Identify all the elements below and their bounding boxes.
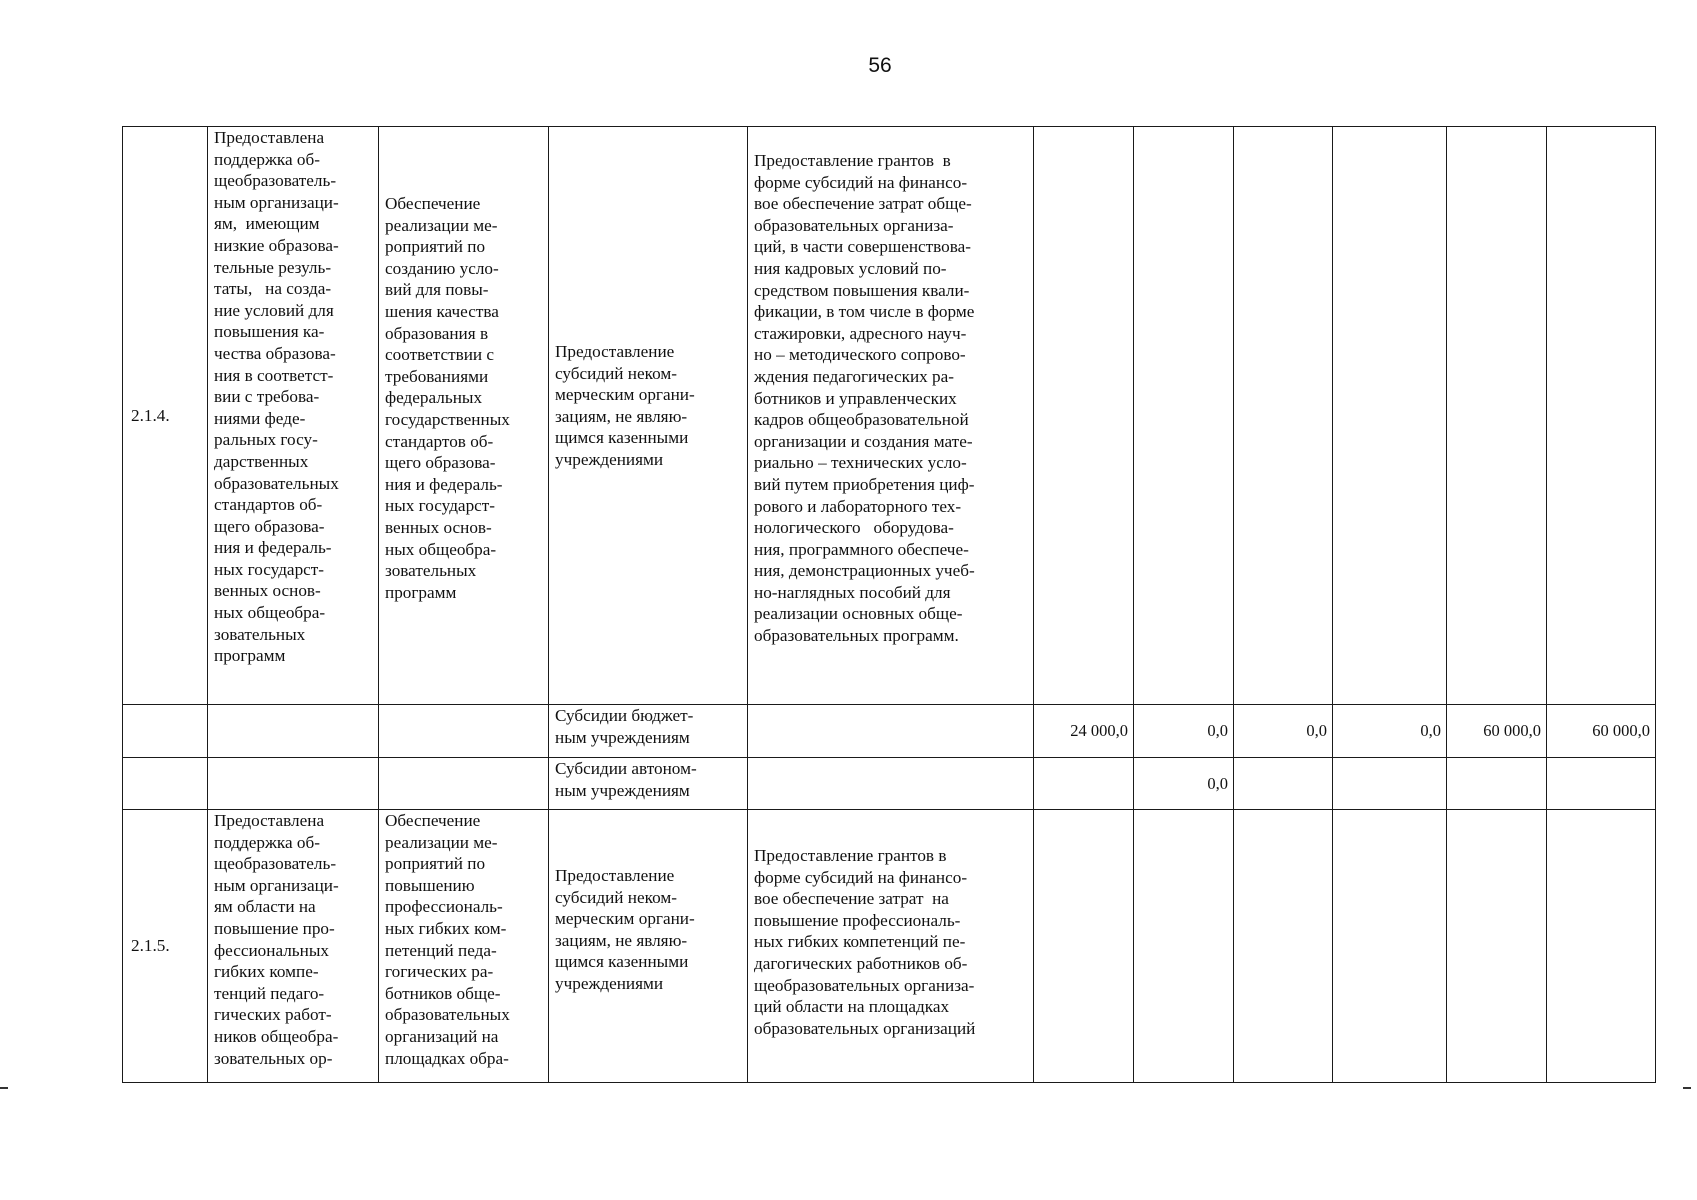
value-cell [1034, 810, 1134, 1083]
program-measures-table [122, 126, 1656, 1083]
value-cell [1547, 127, 1656, 705]
value-cell [1447, 758, 1547, 810]
measure-cell: Обеспечение реализации ме- роприятий по созданию усло- вий для повы- шения качества образования в соответствии с требованиями федеральных государственных стандартов об- щего образова- ния и федераль- ных государст- венных основ- ных общеобра- зовательных программ [379, 127, 549, 705]
value-cell: 24 000,0 [1034, 705, 1134, 758]
page-number: 56 [868, 54, 892, 77]
expense-type-cell: Субсидии бюджет- ным учреждениям [549, 705, 748, 758]
value-cell [1234, 758, 1333, 810]
result-cell: Предоставлена поддержка об- щеобразователь- ным организаци- ям области на повышение про- фессиональных гибких компе- тенций педаго- гических работ- ников общеобра- зовательных ор- [208, 810, 379, 1083]
value-cell: 0,0 [1134, 705, 1234, 758]
table-row [123, 758, 1656, 810]
value-cell: 0,0 [1333, 705, 1447, 758]
value-cell [1034, 758, 1134, 810]
value-cell [1333, 810, 1447, 1083]
value-cell [1234, 810, 1333, 1083]
expense-type-cell: Субсидии автоном- ным учреждениям [549, 758, 748, 810]
value-cell: 0,0 [1134, 758, 1234, 810]
description-cell: Предоставление грантов в форме субсидий на финансо- вое обеспечение затрат обще- образовательных организа- ций, в части совершенствова- ния кадровых условий по- средством повышения квали- фикации, в том числе в форме стажировки, адресного науч- но – методического сопрово- ждения педагогических ра- ботников и управленческих кадров общеобразовательной организации и создания мате- риально – технических усло- вий путем приобретения циф- рового и лабораторного тех- нологического оборудова- ния, программного обеспече- ния, демонстрационных учеб- но-наглядных пособий для реализации основных обще- образовательных программ. [748, 127, 1034, 705]
measure-cell [379, 705, 549, 758]
result-cell [208, 758, 379, 810]
row-code [123, 758, 208, 810]
description-cell [748, 758, 1034, 810]
table-row [123, 127, 1656, 705]
description-cell: Предоставление грантов в форме субсидий на финансо- вое обеспечение затрат на повышение профессиональ- ных гибких компетенций пе- дагогических работников об- щеобразовательных организа- ций области на площадках образовательных организаций [748, 810, 1034, 1083]
result-cell: Предоставлена поддержка об- щеобразователь- ным организаци- ям, имеющим низкие образова- тельные резуль- таты, на созда- ние условий для повышения ка- чества образова- ния в соответст- вии с требова- ниями феде- ральных госу- дарственных образовательных стандартов об- щего образова- ния и федераль- ных государст- венных основ- ных общеобра- зовательных программ [208, 127, 379, 705]
value-cell [1547, 810, 1656, 1083]
table-row [123, 810, 1656, 1083]
value-cell: 60 000,0 [1547, 705, 1656, 758]
value-cell [1547, 758, 1656, 810]
table-row [123, 705, 1656, 758]
value-cell [1134, 810, 1234, 1083]
measure-cell: Обеспечение реализации ме- роприятий по повышению профессиональ- ных гибких ком- петенций педа- гогических ра- ботников обще- образовательных организаций на площадках обра- [379, 810, 549, 1083]
value-cell [1447, 127, 1547, 705]
value-cell [1034, 127, 1134, 705]
result-cell [208, 705, 379, 758]
value-cell [1134, 127, 1234, 705]
scan-mark [1683, 1087, 1691, 1089]
row-code: 2.1.5. [123, 810, 208, 1083]
value-cell [1234, 127, 1333, 705]
description-cell [748, 705, 1034, 758]
value-cell: 60 000,0 [1447, 705, 1547, 758]
expense-type-cell: Предоставление субсидий неком- мерческим органи- зациям, не являю- щимся казенными учреждениями [549, 810, 748, 1083]
row-code: 2.1.4. [123, 127, 208, 705]
row-code [123, 705, 208, 758]
value-cell [1333, 758, 1447, 810]
value-cell [1333, 127, 1447, 705]
measure-cell [379, 758, 549, 810]
value-cell: 0,0 [1234, 705, 1333, 758]
expense-type-cell: Предоставление субсидий неком- мерческим органи- зациям, не являю- щимся казенными учреждениями [549, 127, 748, 705]
value-cell [1447, 810, 1547, 1083]
scan-mark [0, 1087, 8, 1089]
